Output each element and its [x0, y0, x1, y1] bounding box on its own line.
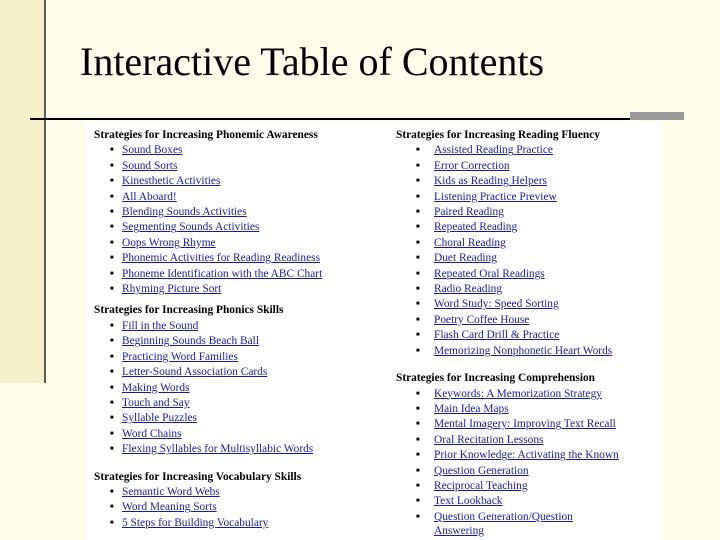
link-phoneme-abc-chart[interactable]: ■ Phoneme Identification with the ABC Chart	[94, 267, 384, 282]
title-divider-accent	[630, 112, 684, 120]
section-heading-vocabulary: Strategies for Increasing Vocabulary Skills	[94, 470, 302, 483]
link-oral-recitation[interactable]: ■ Oral Recitation Lessons	[396, 433, 658, 448]
toc-document	[86, 122, 662, 540]
link-making-words[interactable]: ■ Making Words	[94, 381, 384, 396]
section-heading-phonics: Strategies for Increasing Phonics Skills	[94, 304, 284, 317]
link-all-aboard[interactable]: ■ All Aboard!	[94, 190, 384, 205]
link-flexing-syllables[interactable]: ■ Flexing Syllables for Multisyllabic Words	[94, 442, 384, 457]
link-oops-wrong-rhyme[interactable]: ■ Oops Wrong Rhyme	[94, 236, 384, 251]
link-repeated-reading[interactable]: ■ Repeated Reading	[396, 220, 658, 235]
link-text-lookback[interactable]: ■ Text Lookback	[396, 494, 658, 509]
link-repeated-oral-readings[interactable]: ■ Repeated Oral Readings	[396, 267, 658, 282]
link-assisted-reading[interactable]: ■ Assisted Reading Practice	[396, 143, 658, 158]
link-main-idea-maps[interactable]: ■ Main Idea Maps	[396, 402, 658, 417]
section-heading-fluency: Strategies for Increasing Reading Fluency	[396, 129, 600, 141]
link-sound-boxes[interactable]: ■ Sound Boxes	[94, 143, 384, 158]
slide-title: Interactive Table of Contents	[80, 39, 545, 84]
link-error-correction[interactable]: ■ Error Correction	[396, 159, 658, 174]
link-segmenting-sounds[interactable]: ■ Segmenting Sounds Activities	[94, 220, 384, 235]
link-rhyming-picture-sort[interactable]: ■ Rhyming Picture Sort	[94, 282, 384, 297]
link-listening-preview[interactable]: ■ Listening Practice Preview	[396, 190, 658, 205]
link-beach-ball[interactable]: ■ Beginning Sounds Beach Ball	[94, 334, 384, 349]
link-kinesthetic-activities[interactable]: ■ Kinesthetic Activities	[94, 174, 384, 189]
section-heading-comprehension: Strategies for Increasing Comprehension	[396, 372, 596, 385]
link-question-answering[interactable]: ■ Question Generation/Question Answering	[396, 510, 604, 538]
link-kids-reading-helpers[interactable]: ■ Kids as Reading Helpers	[396, 174, 658, 189]
list-phonics	[94, 319, 384, 458]
link-mental-imagery[interactable]: ■ Mental Imagery: Improving Text Recall	[396, 417, 658, 432]
title-divider	[30, 118, 640, 120]
link-radio-reading[interactable]: ■ Radio Reading	[396, 282, 658, 297]
link-5-steps-vocabulary[interactable]: ■ 5 Steps for Building Vocabulary	[94, 516, 384, 531]
link-touch-and-say[interactable]: ■ Touch and Say	[94, 396, 384, 411]
link-poetry-coffee-house[interactable]: ■ Poetry Coffee House	[396, 313, 658, 328]
link-sound-sorts[interactable]: ■ Sound Sorts	[94, 159, 384, 174]
link-prior-knowledge[interactable]: ■ Prior Knowledge: Activating the Known	[396, 448, 658, 463]
link-letter-sound-cards[interactable]: ■ Letter-Sound Association Cards	[94, 365, 384, 380]
link-reciprocal-teaching[interactable]: ■ Reciprocal Teaching	[396, 479, 658, 494]
link-speed-sorting[interactable]: ■ Word Study: Speed Sorting	[396, 297, 658, 312]
list-phonemic-awareness	[94, 143, 384, 297]
link-word-families[interactable]: ■ Practicing Word Families	[94, 350, 384, 365]
list-fluency	[396, 143, 658, 359]
link-blending-sounds[interactable]: ■ Blending Sounds Activities	[94, 205, 384, 220]
link-word-chains[interactable]: ■ Word Chains	[94, 427, 384, 442]
list-comprehension	[396, 387, 658, 538]
link-duet-reading[interactable]: ■ Duet Reading	[396, 251, 658, 266]
link-keywords-strategy[interactable]: ■ Keywords: A Memorization Strategy	[396, 387, 658, 402]
toc-left-column	[94, 128, 384, 531]
link-phonemic-readiness[interactable]: ■ Phonemic Activities for Reading Readiness	[94, 251, 384, 266]
link-fill-in-the-sound[interactable]: ■ Fill in the Sound	[94, 319, 384, 334]
link-heart-words[interactable]: ■ Memorizing Nonphonetic Heart Words	[396, 344, 658, 359]
link-question-generation[interactable]: ■ Question Generation	[396, 464, 658, 479]
link-syllable-puzzles[interactable]: ■ Syllable Puzzles	[94, 411, 384, 426]
link-word-meaning-sorts[interactable]: ■ Word Meaning Sorts	[94, 500, 384, 515]
list-vocabulary	[94, 485, 384, 531]
slide-accent-bar	[0, 0, 46, 383]
link-paired-reading[interactable]: ■ Paired Reading	[396, 205, 658, 220]
toc-right-column	[396, 128, 658, 538]
link-semantic-word-webs[interactable]: ■ Semantic Word Webs	[94, 485, 384, 500]
section-heading-phonemic-awareness: Strategies for Increasing Phonemic Awareness	[94, 129, 318, 141]
link-flash-card-drill[interactable]: ■ Flash Card Drill & Practice	[396, 328, 658, 343]
link-choral-reading[interactable]: ■ Choral Reading	[396, 236, 658, 251]
